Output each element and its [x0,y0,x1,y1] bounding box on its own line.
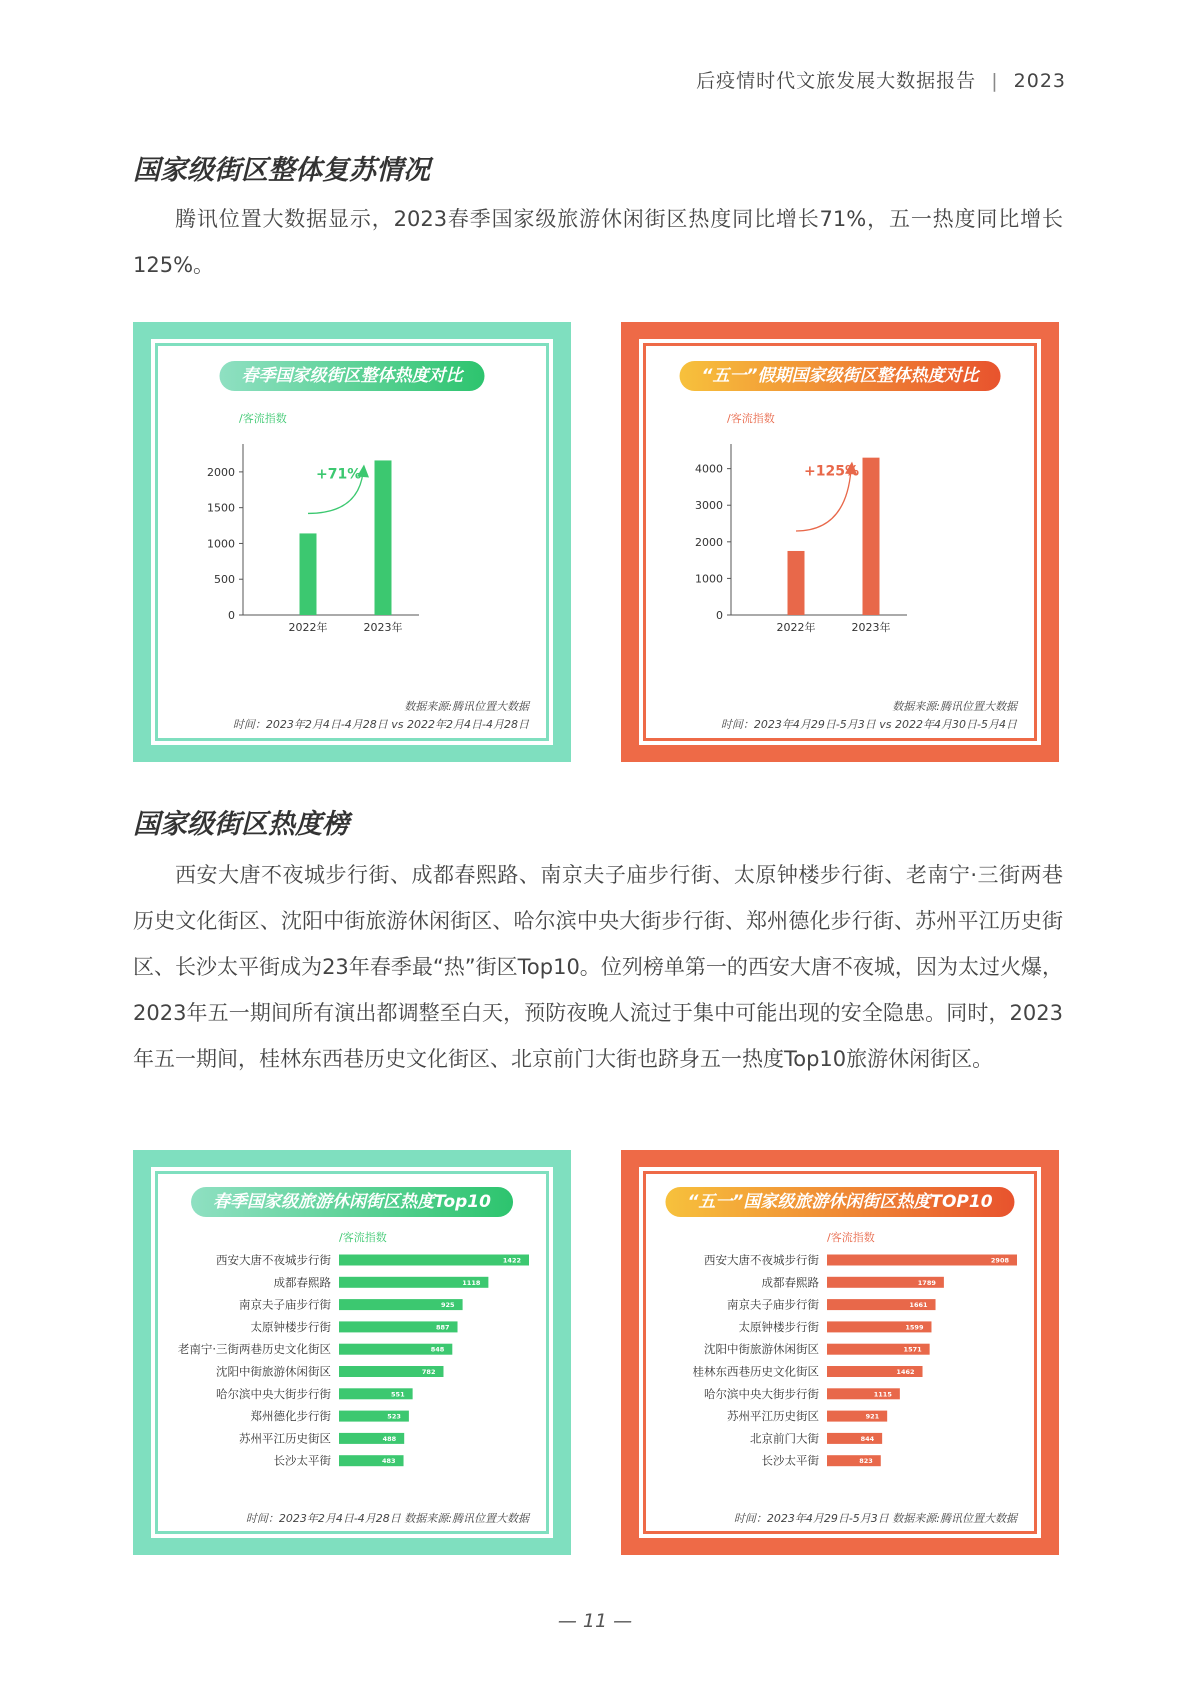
section-title-recovery: 国家级街区整体复苏情况 [133,155,430,186]
value-label: 887 [435,1323,450,1332]
category-label: 西安大唐不夜城步行街 [704,1253,819,1267]
category-label: 桂林东西巷历史文化街区 [692,1364,819,1379]
value-label: 1571 [903,1345,922,1354]
y-tick-label: 1000 [207,537,235,551]
category-label: 长沙太平街 [761,1453,819,1468]
category-label: 沈阳中街旅游休闲街区 [704,1342,819,1357]
bar-chart-mayday-compare [639,339,1041,745]
bar-2023年 [375,460,392,615]
chart-source: 时间：2023年4月29日-5月3日 数据来源:腾讯位置大数据 [733,1512,1017,1525]
value-label: 483 [381,1457,396,1466]
y-tick-label: 0 [228,609,235,622]
value-label: 523 [387,1412,401,1421]
page-number: — 11 — [557,1610,633,1632]
chart-time: 时间：2023年2月4日-4月28日 vs 2022年2月4日-4月28日 [232,718,529,731]
chart-card-mayday-top10 [621,1150,1059,1555]
section-paragraph-ranking [133,852,1063,1082]
value-label: 1661 [909,1301,928,1310]
bar-2023年 [863,458,880,615]
value-label: 551 [391,1390,405,1399]
value-label: 823 [859,1457,873,1466]
paragraph-text: 西安大唐不夜城步行街、成都春熙路、南京夫子庙步行街、太原钟楼步行街、老南宁·三街两巷历史文化街区、沈阳中街旅游休闲街区、哈尔滨中央大街步行街、郑州德化步行街、苏州平江历史街区、长沙太平街成为23年春季最“热”街区Top10。位列榜单第一的西安大唐不夜城，因为太过火爆，2023年五一期间所有演出都调整至白天，预防夜晚人流过于集中可能出现的安全隐患。同时，2023年五一期间，桂林东西巷历史文化街区、北京前门大街也跻身五一热度Top10旅游休闲街区。 [133,863,1063,1071]
category-label: 沈阳中街旅游休闲街区 [216,1364,331,1379]
category-label: 成都春熙路 [273,1275,331,1290]
growth-annotation: +71% [316,466,362,483]
category-label: 西安大唐不夜城步行街 [216,1253,331,1267]
category-label: 太原钟楼步行街 [738,1319,819,1334]
chart-source: 数据来源:腾讯位置大数据 [892,700,1017,713]
hbar-chart-spring-top10 [151,1167,553,1538]
category-label: 北京前门大街 [750,1431,819,1446]
report-title: 后疫情时代文旅发展大数据报告 [696,70,977,92]
category-label: 苏州平江历史街区 [239,1431,331,1446]
chart-title-pill: 春季国家级旅游休闲街区热度Top10 [191,1187,513,1217]
value-label: 1789 [917,1278,936,1287]
category-label: 长沙太平街 [273,1453,331,1468]
bar-chart-spring-compare [151,339,553,745]
category-label: 哈尔滨中央大街步行街 [216,1386,331,1401]
chart-ylabel: /客流指数 [239,412,287,425]
value-label: 1422 [502,1256,521,1265]
value-label: 488 [382,1434,397,1443]
value-label: 921 [865,1412,880,1421]
x-tick-label: 2022年 [776,621,816,634]
category-label: 成都春熙路 [761,1275,819,1290]
x-tick-label: 2022年 [288,621,328,634]
y-tick-label: 1500 [207,501,235,515]
hbar [339,1255,529,1266]
chart-title-pill: “五一”假期国家级街区整体热度对比 [680,361,1001,391]
category-label: 郑州德化步行街 [250,1409,331,1424]
chart-card-spring-top10 [133,1150,571,1555]
hbar [827,1255,1017,1266]
category-label: 太原钟楼步行街 [250,1319,331,1334]
value-label: 848 [430,1345,445,1354]
category-label: 南京夫子庙步行街 [727,1297,819,1312]
value-label: 1115 [873,1390,892,1399]
category-label: 南京夫子庙步行街 [239,1297,331,1312]
value-label: 2908 [990,1256,1009,1265]
chart-card-spring-compare [133,322,571,762]
section-paragraph-recovery [133,196,1063,288]
y-tick-label: 0 [716,609,723,622]
report-header [696,66,1066,93]
value-label: 1118 [462,1278,481,1287]
chart-card-mayday-compare [621,322,1059,762]
value-label: 925 [441,1301,455,1310]
chart-ylabel: /客流指数 [339,1231,387,1244]
chart-source: 数据来源:腾讯位置大数据 [404,700,529,713]
value-label: 844 [860,1434,875,1443]
x-tick-label: 2023年 [851,621,891,634]
bar-2022年 [300,533,317,615]
y-tick-label: 1000 [695,572,723,586]
chart-source: 时间：2023年2月4日-4月28日 数据来源:腾讯位置大数据 [245,1512,529,1525]
report-year: 2023 [1013,70,1066,92]
x-tick-label: 2023年 [363,621,403,634]
chart-time: 时间：2023年4月29日-5月3日 vs 2022年4月30日-5月4日 [720,718,1017,731]
paragraph-text: 腾讯位置大数据显示，2023春季国家级旅游休闲街区热度同比增长71%，五一热度同比增长125%。 [133,207,1063,277]
value-label: 782 [421,1368,436,1376]
chart-ylabel: /客流指数 [727,412,775,425]
category-label: 苏州平江历史街区 [727,1409,819,1424]
growth-annotation: +125% [804,463,859,480]
value-label: 1462 [896,1368,915,1376]
section-title-ranking: 国家级街区热度榜 [133,809,349,840]
y-tick-label: 2000 [695,535,723,549]
category-label: 老南宁·三街两巷历史文化街区 [177,1342,331,1357]
chart-title-pill: “五一”国家级旅游休闲街区热度TOP10 [665,1187,1014,1217]
y-tick-label: 2000 [207,465,235,479]
y-tick-label: 3000 [695,499,723,513]
y-tick-label: 4000 [695,462,723,476]
hbar-chart-mayday-top10 [639,1167,1041,1538]
category-label: 哈尔滨中央大街步行街 [704,1386,819,1401]
chart-ylabel: /客流指数 [827,1231,875,1244]
y-tick-label: 500 [214,573,235,587]
chart-title-pill: 春季国家级街区整体热度对比 [220,361,485,391]
bar-2022年 [788,551,805,615]
value-label: 1599 [905,1323,924,1332]
header-separator: | [991,70,999,92]
